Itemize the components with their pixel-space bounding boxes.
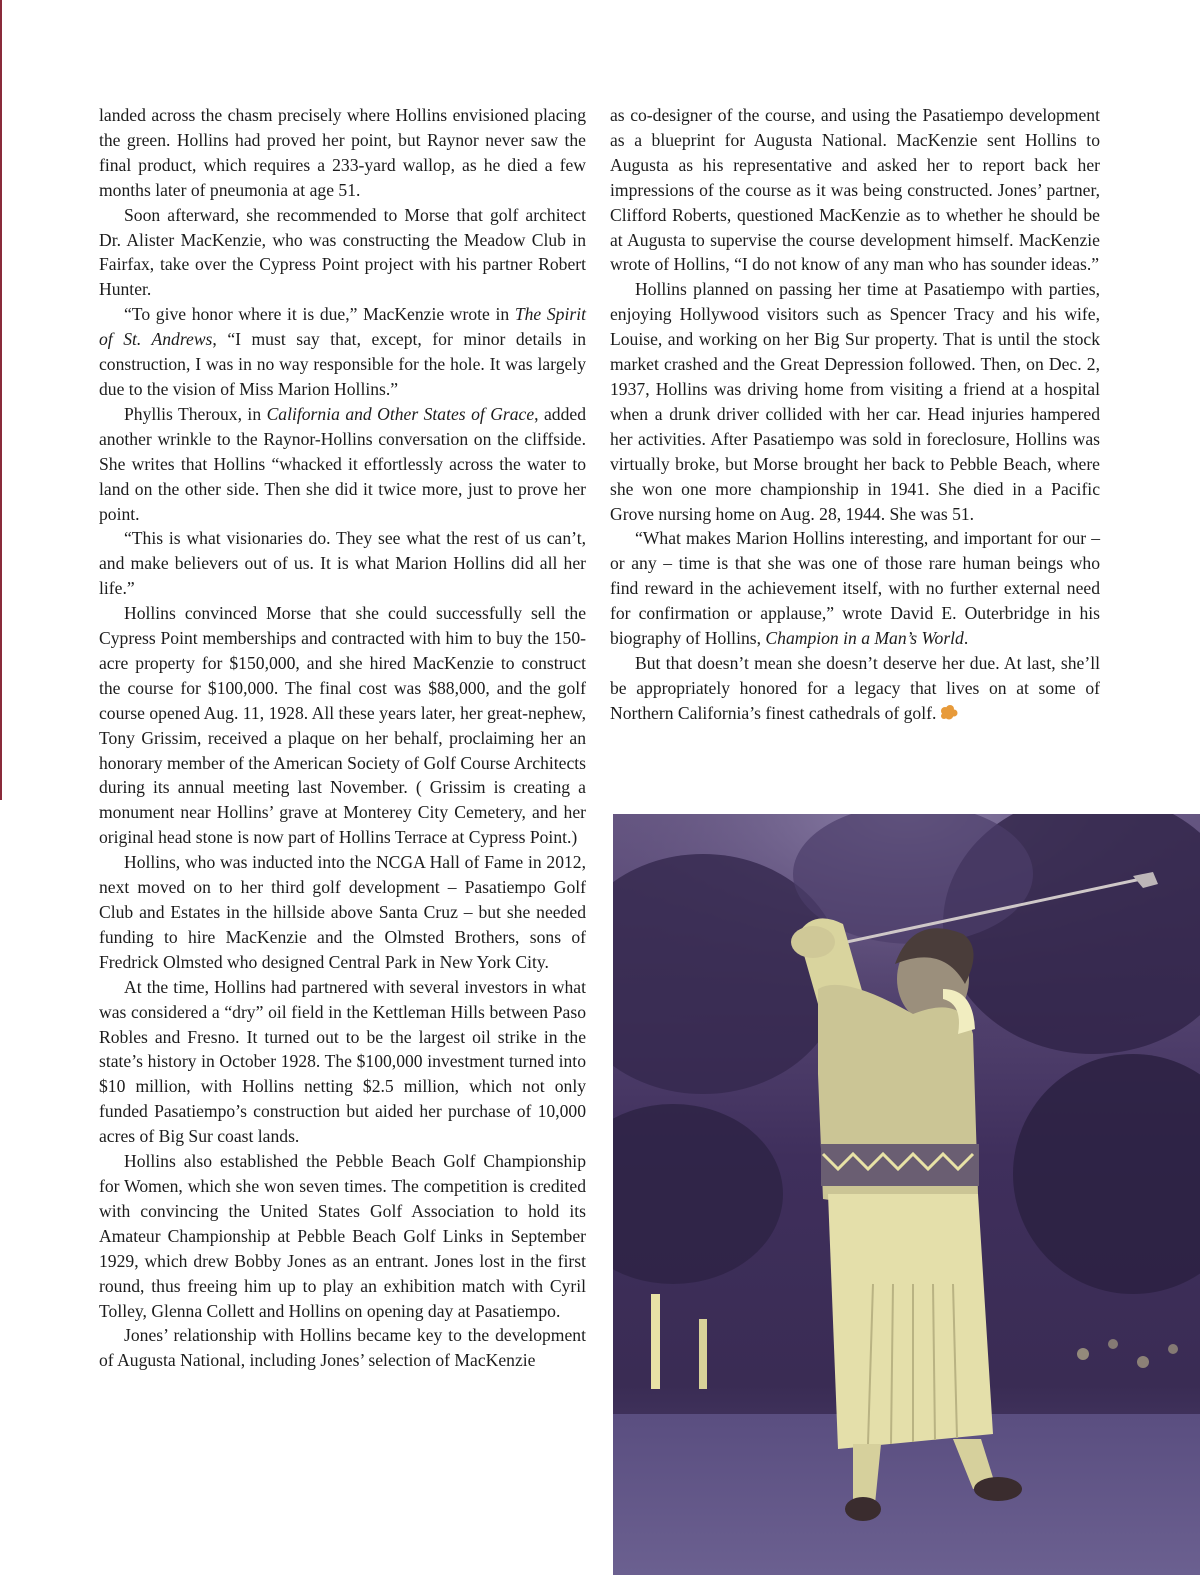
paragraph: “To give honor where it is due,” MacKenzie wrote in The Spirit of St. Andrews, “I must say that, except, for minor details in construction, I was in no way responsible for the hole. It was largely due to the vision of Miss Marion Hollins.” xyxy=(99,304,586,399)
page-edge-rule xyxy=(0,0,2,800)
end-mark-icon xyxy=(940,705,958,721)
paragraph: At the time, Hollins had partnered with several investors in what was considered a “dry” oil field in the Kettleman Hills between Paso Robles and Fresno. It turned out to be the largest oil strike in the state’s history in October 1928. The $100,000 investment turned into $10 million, with Hollins netting $2.5 million, which not only funded Pasatiempo’s construction but aided her purchase of 10,000 acres of Big Sur coast lands. xyxy=(99,976,586,1147)
paragraph: Hollins convinced Morse that she could successfully sell the Cypress Point memberships and contracted with him to buy the 150-acre property for $150,000, and she hired MacKenzie to construct the course for $100,000. The final cost was $88,000, and the golf course opened Aug. 11, 1928. All these years later, her great-nephew, Tony Grissim, received a plaque on her behalf, proclaiming her an honorary member of the American Society of Golf Course Architects during its annual meeting last November. ( Grissim is creating a monument near Hollins’ grave at Monterey City Cemetery, and her original head stone is now part of Hollins Terrace at Cypress Point.) xyxy=(99,603,586,848)
golfer-photo xyxy=(613,814,1200,1575)
book-title: Champion in a Man’s World xyxy=(765,628,964,649)
paragraph: landed across the chasm precisely where Hollins envisioned placing the green. Hollins had proved her point, but Raynor never saw the final product, which requires a 233-yard wallop, as he died a few months later of pneumonia at age 51. xyxy=(99,105,586,200)
paragraph: Phyllis Theroux, in California and Other States of Grace, added another wrinkle to the Raynor-Hollins conversation on the cliffside. She writes that Hollins “whacked it effortlessly across the water to land on the other side. Then she did it twice more, just to prove her point. xyxy=(99,403,586,524)
paragraph: Hollins, who was inducted into the NCGA Hall of Fame in 2012, next moved on to her third golf development – Pasatiempo Golf Club and Estates in the hillside above Santa Cruz – but she needed funding to hire MacKenzie and the Olmsted Brothers, sons of Fredrick Olmsted who designed Central Park in New York City. xyxy=(99,852,586,972)
book-title: The Spirit of St. Andrews xyxy=(99,304,586,350)
paragraph: Jones’ relationship with Hollins became key to the development of Augusta National, including Jones’ selection of MacKenzie xyxy=(99,1325,586,1371)
paragraph: Hollins planned on passing her time at Pasatiempo with parties, enjoying Hollywood visitors such as Spencer Tracy and his wife, Louise, and working on her Big Sur property. That is until the stock market crashed and the Great Depression followed. Then, on Dec. 2, 1937, Hollins was driving home from visiting a friend at a hospital when a drunk driver collided with her car. Head injuries hampered her activities. After Pasatiempo was sold in foreclosure, Hollins was virtually broke, but Morse brought her back to Pebble Beach, where she won one more championship in 1941. She died in a Pacific Grove nursing home on Aug. 28, 1944. She was 51. xyxy=(610,279,1100,524)
paragraph: Hollins also established the Pebble Beach Golf Championship for Women, which she won seven times. The competition is credited with convincing the United States Golf Association to hold its Amateur Championship at Pebble Beach Golf Links in September 1929, which drew Bobby Jones as an entrant. Jones lost in the first round, thus freeing him up to play an exhibition match with Cyril Tolley, Glenna Collett and Hollins on opening day at Pasatiempo. xyxy=(99,1151,586,1321)
paragraph: “This is what visionaries do. They see what the rest of us can’t, and make believers out of us. It is what Marion Hollins did all her life.” xyxy=(99,528,586,599)
paragraph: Soon afterward, she recommended to Morse that golf architect Dr. Alister MacKenzie, who was constructing the Meadow Club in Fairfax, take over the Cypress Point project with his partner Robert Hunter. xyxy=(99,204,586,300)
article-left-column xyxy=(99,103,586,1373)
paragraph: as co-designer of the course, and using the Pasatiempo development as a blueprint for Augusta National. MacKenzie sent Hollins to Augusta as his representative and asked her to report back her impressions of the course as it was being constructed. Jones’ partner, Clifford Roberts, questioned MacKenzie as to whether he should be at Augusta to supervise the course development himself. MacKenzie wrote of Hollins, “I do not know of any man who has sounder ideas.” xyxy=(610,105,1100,275)
book-title: California and Other States of Grace xyxy=(266,403,535,424)
paragraph: But that doesn’t mean she doesn’t deserve her due. At last, she’ll be appropriately honored for a legacy that lives on at some of Northern California’s finest cathedrals of golf. xyxy=(610,652,1100,723)
article-right-column xyxy=(610,103,1100,726)
paragraph: “What makes Marion Hollins interesting, and important for our – or any – time is that she was one of those rare human beings who find reward in the achievement itself, with no further external need for confirmation or applause,” wrote David E. Outerbridge in his biography of Hollins, Champion in a Man’s World. xyxy=(610,528,1100,649)
